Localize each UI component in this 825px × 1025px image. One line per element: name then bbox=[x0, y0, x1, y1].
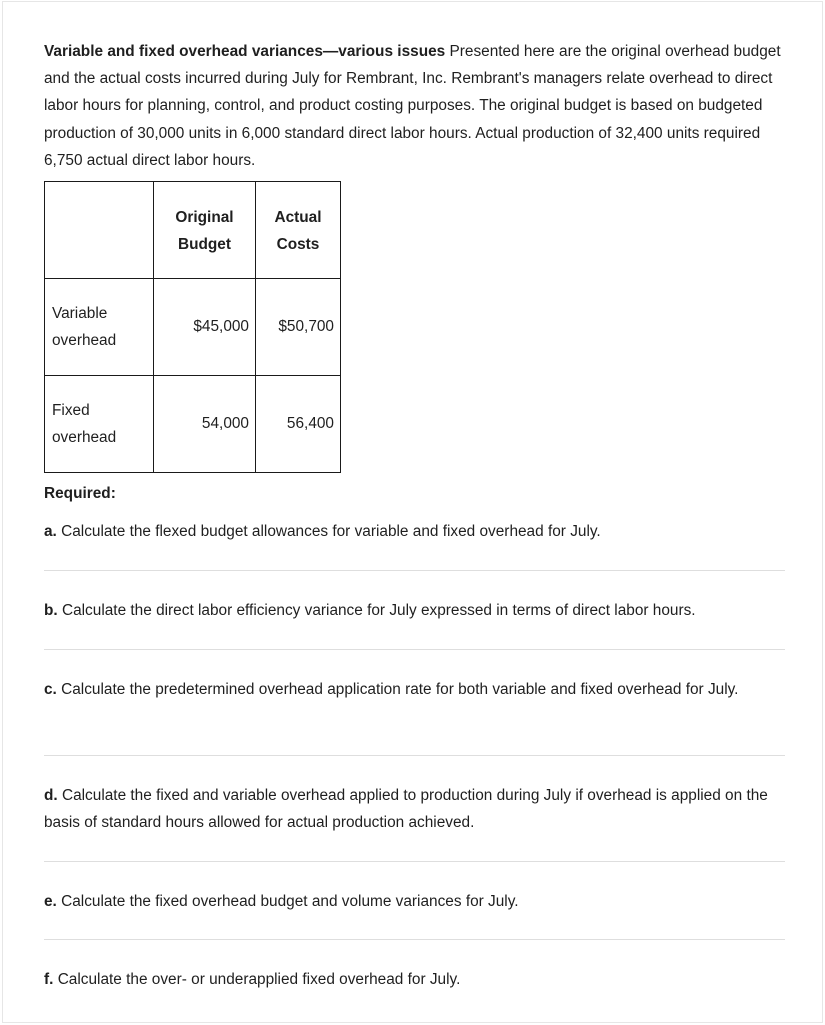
question-d-text: Calculate the fixed and variable overhead applied to production during July if overhead is applied on the basis of standard hours allowed for actual production achieved. bbox=[44, 787, 768, 832]
divider bbox=[44, 939, 785, 940]
question-e-text: Calculate the fixed overhead budget and volume variances for July. bbox=[61, 893, 519, 910]
question-d bbox=[44, 782, 789, 836]
problem-intro: Presented here are the original overhead budget and the actual costs incurred during July for Rembrant, Inc. Rembrant's managers relate overhead to direct labor hours for planning, control, and product costing purposes. The original budget is based on budgeted production of 30,000 units in 6,000 standard direct labor hours. Actual production of 32,400 units required 6,750 actual direct labor hours. bbox=[44, 43, 781, 169]
column-header-original-budget: Original Budget bbox=[154, 182, 256, 279]
question-f-letter: f. bbox=[44, 971, 54, 988]
question-b bbox=[44, 597, 789, 624]
question-c-letter: c. bbox=[44, 681, 57, 698]
variable-overhead-actual-costs: $50,700 bbox=[256, 279, 341, 376]
divider bbox=[44, 755, 785, 756]
question-b-letter: b. bbox=[44, 602, 58, 619]
row-label-variable-overhead: Variable overhead bbox=[45, 279, 154, 376]
problem-title: Variable and fixed overhead variances—various issues bbox=[44, 43, 446, 60]
overhead-budget-table bbox=[44, 181, 341, 473]
required-heading: Required: bbox=[44, 485, 116, 502]
column-header-actual-costs: Actual Costs bbox=[256, 182, 341, 279]
fixed-overhead-actual-costs: 56,400 bbox=[256, 376, 341, 473]
problem-page bbox=[2, 1, 823, 1023]
problem-statement bbox=[44, 38, 789, 174]
divider bbox=[44, 570, 785, 571]
question-c-text: Calculate the predetermined overhead application rate for both variable and fixed overhead for July. bbox=[61, 681, 739, 698]
question-a-letter: a. bbox=[44, 523, 57, 540]
question-f-text: Calculate the over- or underapplied fixed overhead for July. bbox=[57, 971, 461, 988]
table-row-fixed-overhead bbox=[45, 376, 341, 473]
fixed-overhead-original-budget: 54,000 bbox=[154, 376, 256, 473]
divider bbox=[44, 649, 785, 650]
variable-overhead-original-budget: $45,000 bbox=[154, 279, 256, 376]
row-label-fixed-overhead: Fixed overhead bbox=[45, 376, 154, 473]
question-e-letter: e. bbox=[44, 893, 57, 910]
question-a-text: Calculate the flexed budget allowances for variable and fixed overhead for July. bbox=[61, 523, 601, 540]
question-b-text: Calculate the direct labor efficiency variance for July expressed in terms of direct labor hours. bbox=[61, 602, 696, 619]
question-d-letter: d. bbox=[44, 787, 58, 804]
question-e bbox=[44, 888, 789, 915]
question-c bbox=[44, 676, 789, 703]
table-header-row bbox=[45, 182, 341, 279]
table-row-variable-overhead bbox=[45, 279, 341, 376]
divider bbox=[44, 861, 785, 862]
question-a bbox=[44, 518, 789, 545]
question-f bbox=[44, 966, 789, 993]
table-corner-cell bbox=[45, 182, 154, 279]
